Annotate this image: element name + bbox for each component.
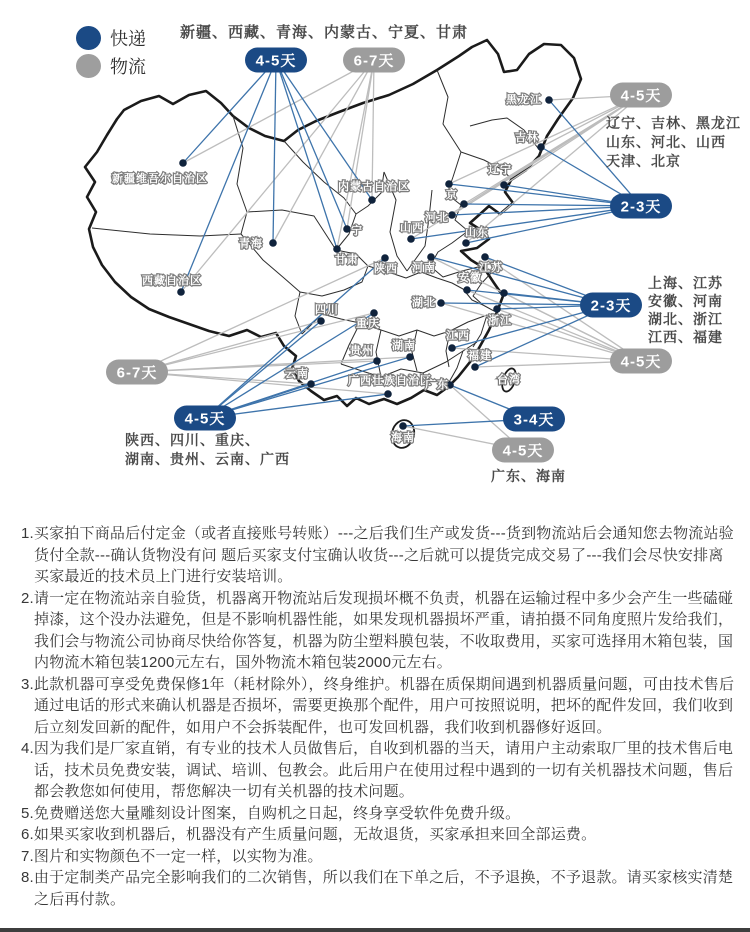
province-label-zhejiang: 浙江 (488, 315, 512, 327)
delivery-pill: 2-3天 (580, 293, 642, 318)
province-dot-ningxia (343, 225, 351, 233)
province-label-heilongjiang: 黑龙江 (506, 94, 542, 106)
province-dot-liaoning (500, 181, 508, 189)
province-label-anhui: 安徽 (458, 272, 482, 284)
province-dot-jiangsu (481, 253, 489, 261)
province-dot-shanghai (500, 289, 508, 297)
province-dot-shandong (462, 239, 470, 247)
delivery-pill: 4-5天 (492, 438, 554, 463)
terms-item: 7.图片和实物颜色不一定一样，以实物为准。 (21, 847, 323, 865)
legend-logistics-label: 物流 (110, 57, 146, 77)
legend-express-label: 快递 (110, 29, 146, 49)
province-dot-jiangxi (448, 344, 456, 352)
province-dot-xizang (177, 288, 185, 296)
province-dot-qinghai (269, 239, 277, 247)
terms-item: 3.此款机器可享受免费保修1年（耗材除外），终身维护。机器在质保期间遇到机器质量问题，可由技术售后通过电话的形式来确认机器是否损坏，需要更换那个配件，用户可按照说明，把坏的配件发回，我们收到后立刻发回新的配件，如用户不会拆装配件，也可发回机器，我们收到机器修好返回。 (21, 675, 735, 736)
province-dot-heilongjiang (545, 96, 553, 104)
delivery-pill: 6-7天 (106, 360, 168, 385)
region-group-east: 上海、江苏 安徽、河南 湖北、浙江 江西、福建 (648, 275, 723, 345)
delivery-pill: 4-5天 (245, 48, 307, 73)
province-label-henan: 河南 (412, 262, 436, 274)
province-dot-hubei (437, 299, 445, 307)
legend-item-logistics (76, 52, 146, 80)
terms-item: 4.因为我们是厂家直销，有专业的技术人员做售后，自收到机器的当天，请用户主动索取厂里的技术售后电话，技术员免费安装，调试、培训、包教会。此后用户在使用过程中遇到的一切有关机器技术问题，售后都会教您如何使用，帮您解决一切有关机器的技术问题。 (21, 740, 734, 800)
province-label-guangdong: 广东 (425, 379, 449, 391)
province-dot-hainan (399, 422, 407, 430)
delivery-pill: 2-3天 (610, 194, 672, 219)
terms-item: 2.请一定在物流站亲自验货，机器离开物流站后发现损坏概不负责，机器在运输过程中多少会产生一些磕碰掉漆，这个没办法避免，但是不影响机器性能，如果发现机器损坏严重，请拍摄不同角度照片发给我们，我们会与物流公司协商尽快给你答复，机器为防尘塑料膜包装，不收取费用，买家可选择用木箱包装，国内物流木箱包装1200元左右，国外物流木箱包装2000元左右。 (21, 589, 734, 671)
province-dot-chongqing (370, 309, 378, 317)
terms-section (0, 523, 750, 910)
terms-item: 1.买家拍下商品后付定金（或者直接账号转账）---之后我们生产或发货---货到物流站后会通知您去物流站验货付全款---确认货物没有问 题后买家支付宝确认收货---之后就可以提货完成交易了---我们会尽快安排离买家最近的技术员上门进行安装培训。 (21, 525, 734, 585)
province-label-hainan: 海南 (391, 432, 415, 444)
province-label-jilin: 吉林 (515, 132, 539, 144)
legend (76, 24, 146, 80)
region-group-northeast: 辽宁、吉林、黑龙江 山东、河北、山西 天津、北京 (606, 115, 741, 169)
province-label-guizhou: 贵州 (350, 345, 374, 357)
province-dot-xinjiang (179, 159, 187, 167)
province-dot-beijing (445, 180, 453, 188)
terms-item: 5.免费赠送您大量雕刻设计图案，自购机之日起，终身享受软件免费升级。 (21, 804, 521, 822)
province-label-jiangsu: 江苏 (479, 262, 503, 274)
province-dot-gansu (333, 245, 341, 253)
province-dot-jilin (537, 143, 545, 151)
province-label-hubei: 湖北 (412, 297, 436, 309)
province-label-xizang: 西藏自治区 (142, 275, 202, 287)
province-label-sichuan: 四川 (315, 304, 339, 316)
delivery-pill: 4-5天 (174, 406, 236, 431)
province-label-liaoning: 辽宁 (488, 164, 512, 176)
province-label-qinghai: 青海 (239, 238, 263, 250)
province-label-shaanxi: 陕西 (374, 263, 398, 275)
region-group-south: 广东、海南 (491, 468, 566, 484)
province-label-xinjiang: 新疆维吾尔自治区 (112, 173, 208, 185)
province-label-hebei: 河北 (425, 212, 449, 224)
province-label-shanxi: 山西 (400, 222, 424, 234)
delivery-pill: 4-5天 (610, 349, 672, 374)
province-label-chongqing: 重庆 (356, 318, 380, 330)
province-dot-tianjin (460, 200, 468, 208)
province-dot-henan (427, 253, 435, 261)
delivery-pill: 6-7天 (343, 48, 405, 73)
region-group-northwest: 新疆、西藏、青海、内蒙古、宁夏、甘肃 (180, 24, 469, 41)
province-label-ningxia: 宁 (351, 225, 363, 237)
province-dot-shanxi (407, 235, 415, 243)
logistics-dot-icon (76, 54, 101, 78)
section-divider-bar (0, 928, 750, 932)
province-label-fujian: 福建 (468, 350, 492, 362)
province-label-hunan: 湖南 (392, 340, 416, 352)
terms-item: 6.如果买家收到机器后，机器没有产生质量问题，无故退货，买家承担来回全部运费。 (21, 826, 597, 843)
delivery-pill: 4-5天 (610, 83, 672, 108)
province-dot-neimenggu (368, 196, 376, 204)
province-label-taiwan: 台湾 (497, 374, 521, 386)
province-label-gansu: 甘肃 (335, 254, 359, 266)
province-dot-guangxi (384, 390, 392, 398)
province-dot-zhejiang (493, 305, 501, 313)
express-dot-icon (76, 26, 101, 50)
province-label-neimenggu: 内蒙古自治区 (338, 181, 410, 193)
province-label-jiangxi: 江西 (446, 330, 470, 342)
province-dot-shaanxi (381, 254, 389, 262)
province-dot-anhui (463, 286, 471, 294)
province-dot-yunnan (307, 380, 315, 388)
terms-item: 8.由于定制类产品完全影响我们的二次销售，所以我们在下单之后，不予退换，不予退款。请买家核实清楚之后再付款。 (21, 869, 734, 908)
province-label-beijing: 京 (446, 189, 458, 201)
province-label-shandong: 山东 (465, 227, 489, 239)
delivery-pill: 3-4天 (503, 407, 565, 432)
region-group-southwest: 陕西、四川、重庆、 湖南、贵州、云南、广西 (125, 432, 290, 467)
province-dot-sichuan (317, 317, 325, 325)
province-label-guangxi: 广西壮族自治区 (348, 375, 432, 387)
province-dot-hunan (406, 353, 414, 361)
province-label-yunnan: 云南 (285, 368, 309, 380)
legend-item-express (76, 24, 146, 52)
province-dot-guizhou (373, 357, 381, 365)
province-dot-hebei (448, 211, 456, 219)
province-dot-fujian (471, 363, 479, 371)
